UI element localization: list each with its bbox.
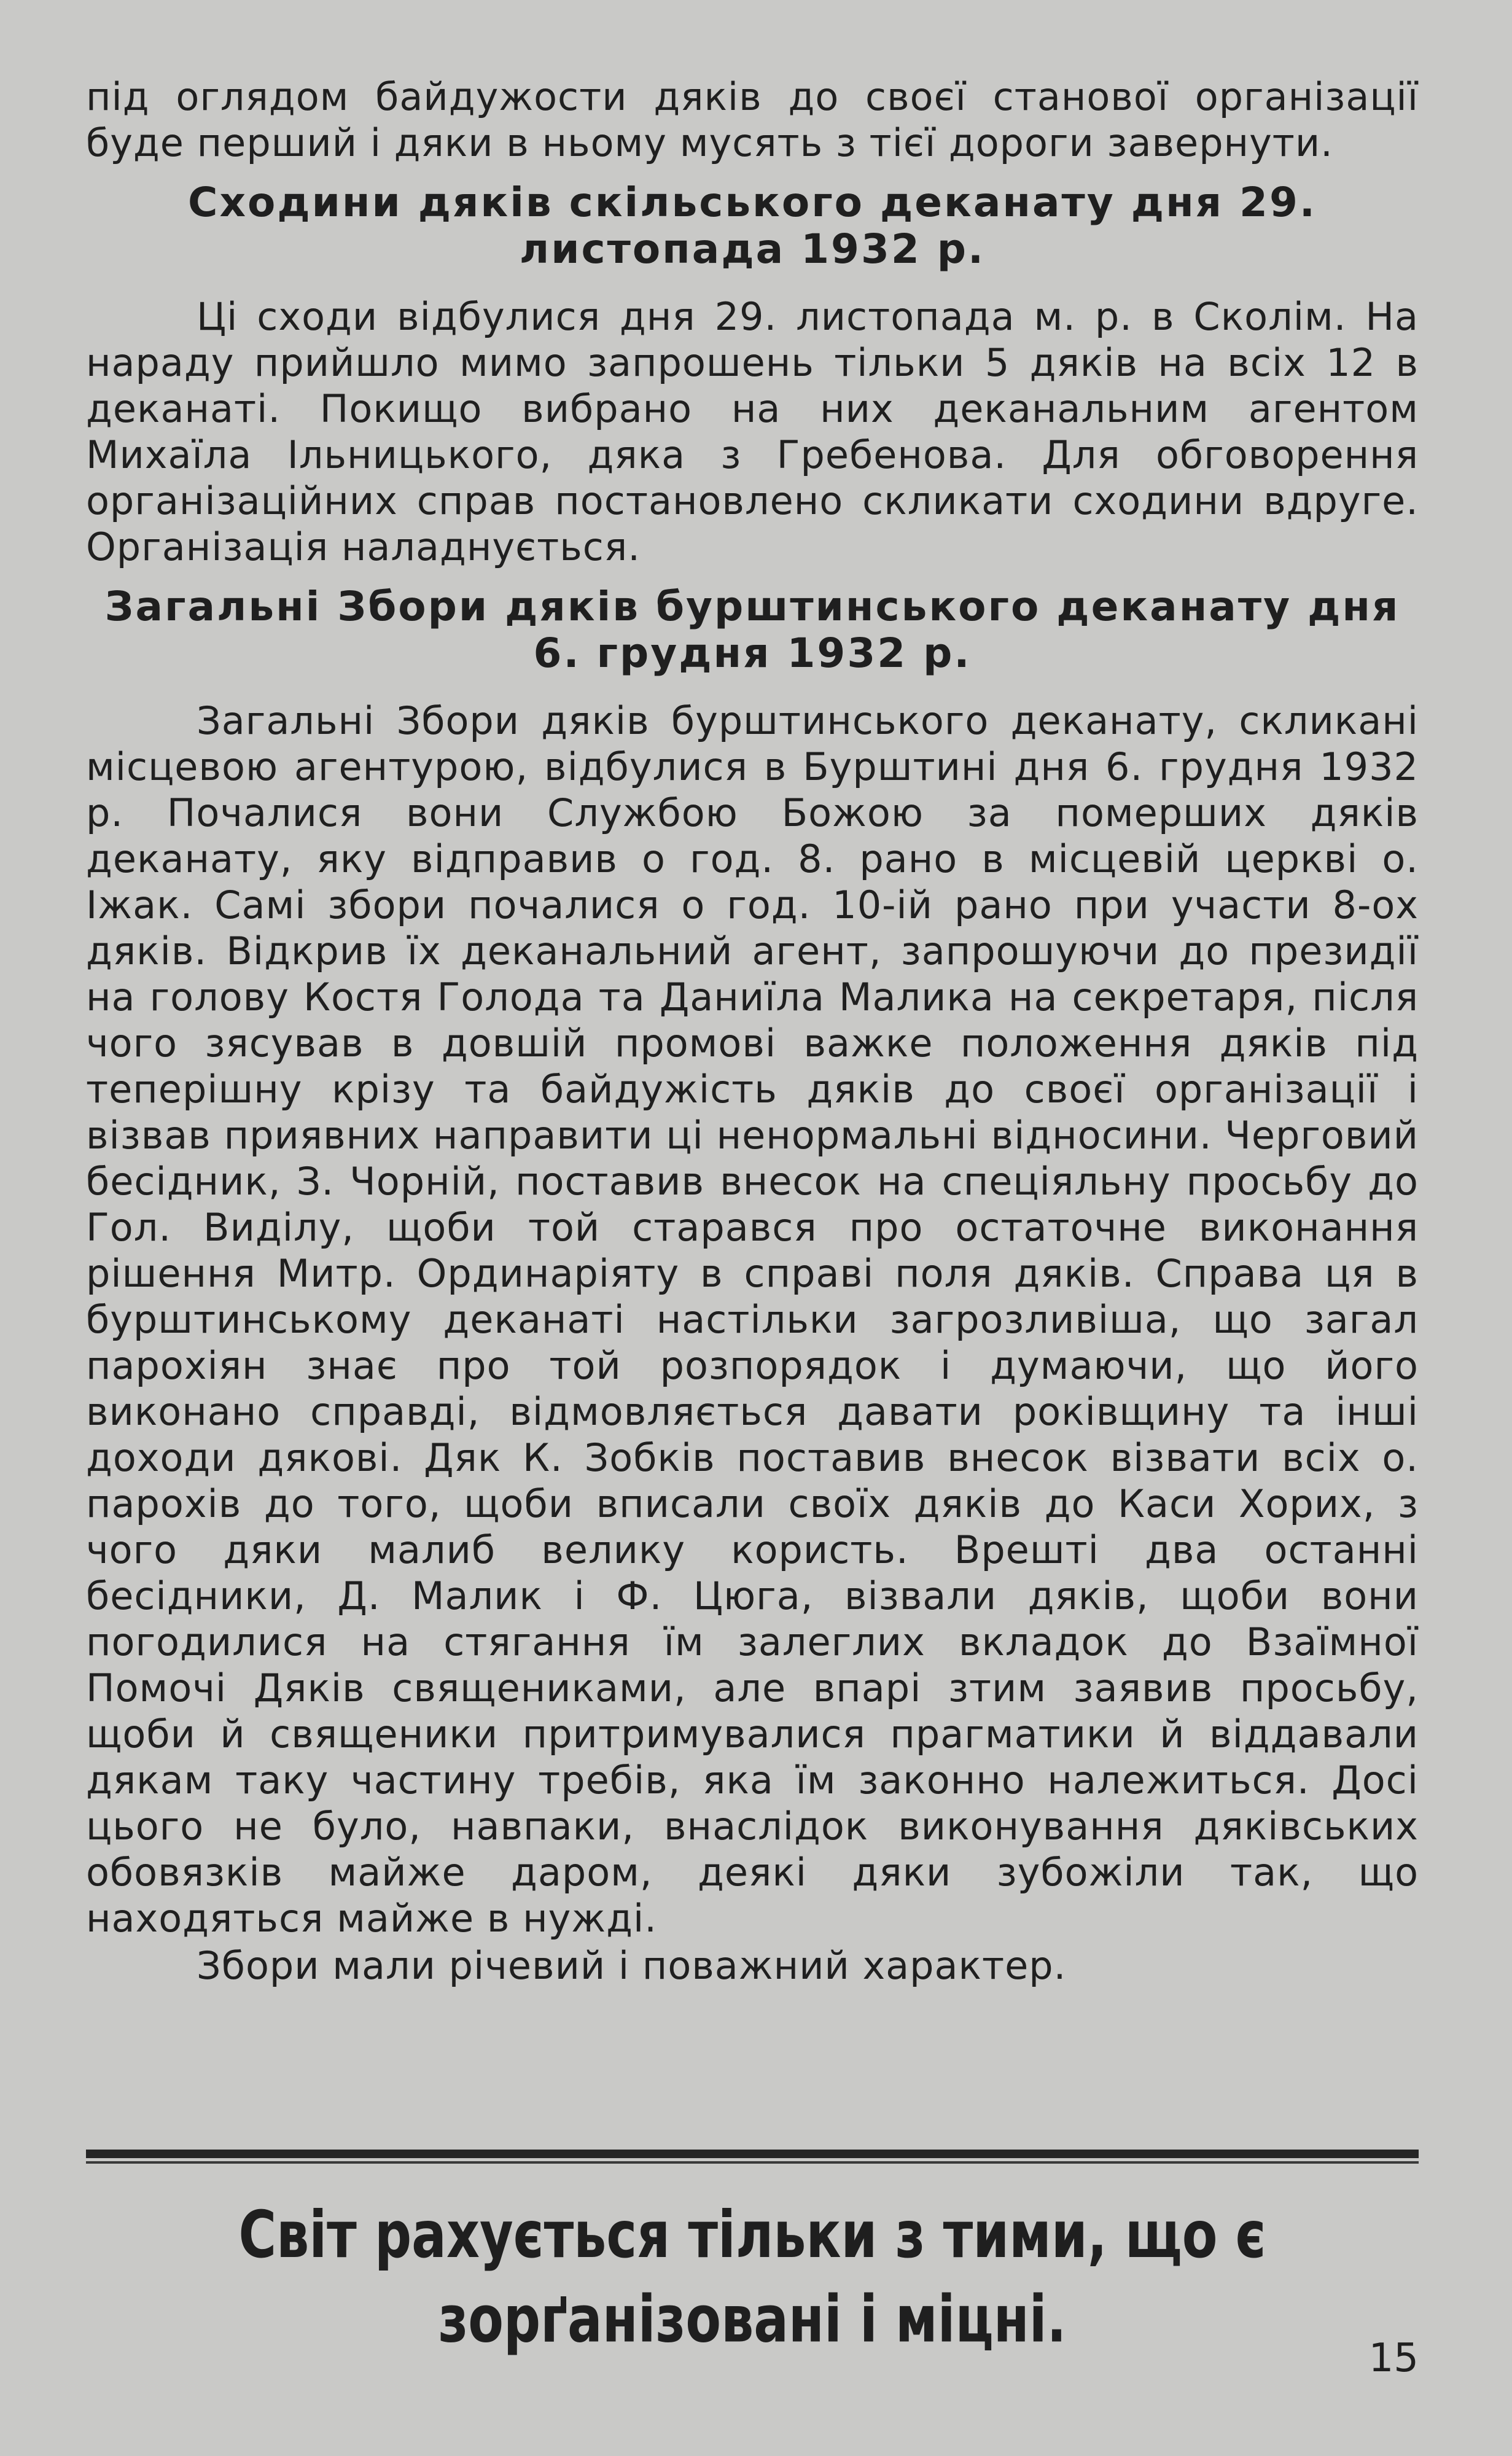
- page-number: 15: [1368, 2336, 1419, 2381]
- motto-line: Світ рахується тільки з тими, що є зорґанізовані і міцні.: [238, 2197, 1266, 2357]
- intro-paragraph: під оглядом байдужости дяків до своєї станової організації буде перший і дяки в ньому мусять з тієї дороги завернути.: [86, 74, 1419, 165]
- section-paragraph-burshtyn-deanery: Загальні Збори дяків бурштинського деканату, скликані місцевою агентурою, відбулися в Бурштині дня 6. грудня 1932 р. Почалися вони Службою Божою за померших дяків деканату, яку відправив о год. 8. рано в місцевій церкві о. Іжак. Самі збори почалися о год. 10-ій рано при участи 8-ох дяків. Відкрив їх деканальний агент, запрошуючи до президії на голову Костя Голода та Даниїла Малика на секретаря, після чого зясував в довшій промові важке положення дяків під теперішну крізу та байдужість дяків до своєї організації і візвав приявних направити ці ненормальні відносини. Черговий бесідник, З. Чорній, поставив внесок на спеціяльну просьбу до Гол. Виділу, щоби той старався про остаточне виконання рішення Митр. Ординаріяту в справі поля дяків. Справа ця в бурштинському деканаті настільки загрозливіша, що загал парохіян знає про той розпорядок і думаючи, що його виконано справді, відмовляється давати роківщину та інші доходи дякові. Дяк К. Зобків поставив внесок візвати всіх о. парохів до того, щоби вписали своїх дяків до Каси Хорих, з чого дяки малиб велику користь. Врешті два останні бесідники, Д. Малик і Ф. Цюга, візвали дяків, щоби вони погодилися на стягання їм залеглих вкладок до Взаїмної Помочі Дяків священиками, але впарі зтим заявив просьбу, щоби й священики притримувалися прагматики й віддавали дякам таку частину требів, яка їм законно належиться. Досі цього не було, навпаки, внаслідок виконування дяківських обовязків майже даром, деякі дяки зубожіли так, що находяться майже в нужді.: [86, 698, 1419, 1941]
- section-closing-line: Збори мали річевий і поважний характер.: [197, 1943, 1067, 1988]
- section-heading-burshtyn-deanery: Загальні Збори дяків бурштинського деканату дня 6. грудня 1932 р.: [104, 583, 1400, 677]
- document-page: [86, 74, 1419, 2407]
- divider-rule-thick: [86, 2150, 1419, 2158]
- section-heading-skole-deanery: Сходини дяків скільського деканату дня 29. листопада 1932 р.: [188, 179, 1317, 273]
- section-paragraph-skole-deanery: Ці сходи відбулися дня 29. листопада м. р. в Сколім. На нараду прийшло мимо запрошень тільки 5 дяків на всіх 12 в деканаті. Покищо вибрано на них деканальним агентом Михаїла Ільницького, дяка з Гребенова. Для обговорення організаційних справ постановлено скликати сходини вдруге. Організація наладнується.: [86, 294, 1419, 569]
- divider-rule-thin: [86, 2161, 1419, 2164]
